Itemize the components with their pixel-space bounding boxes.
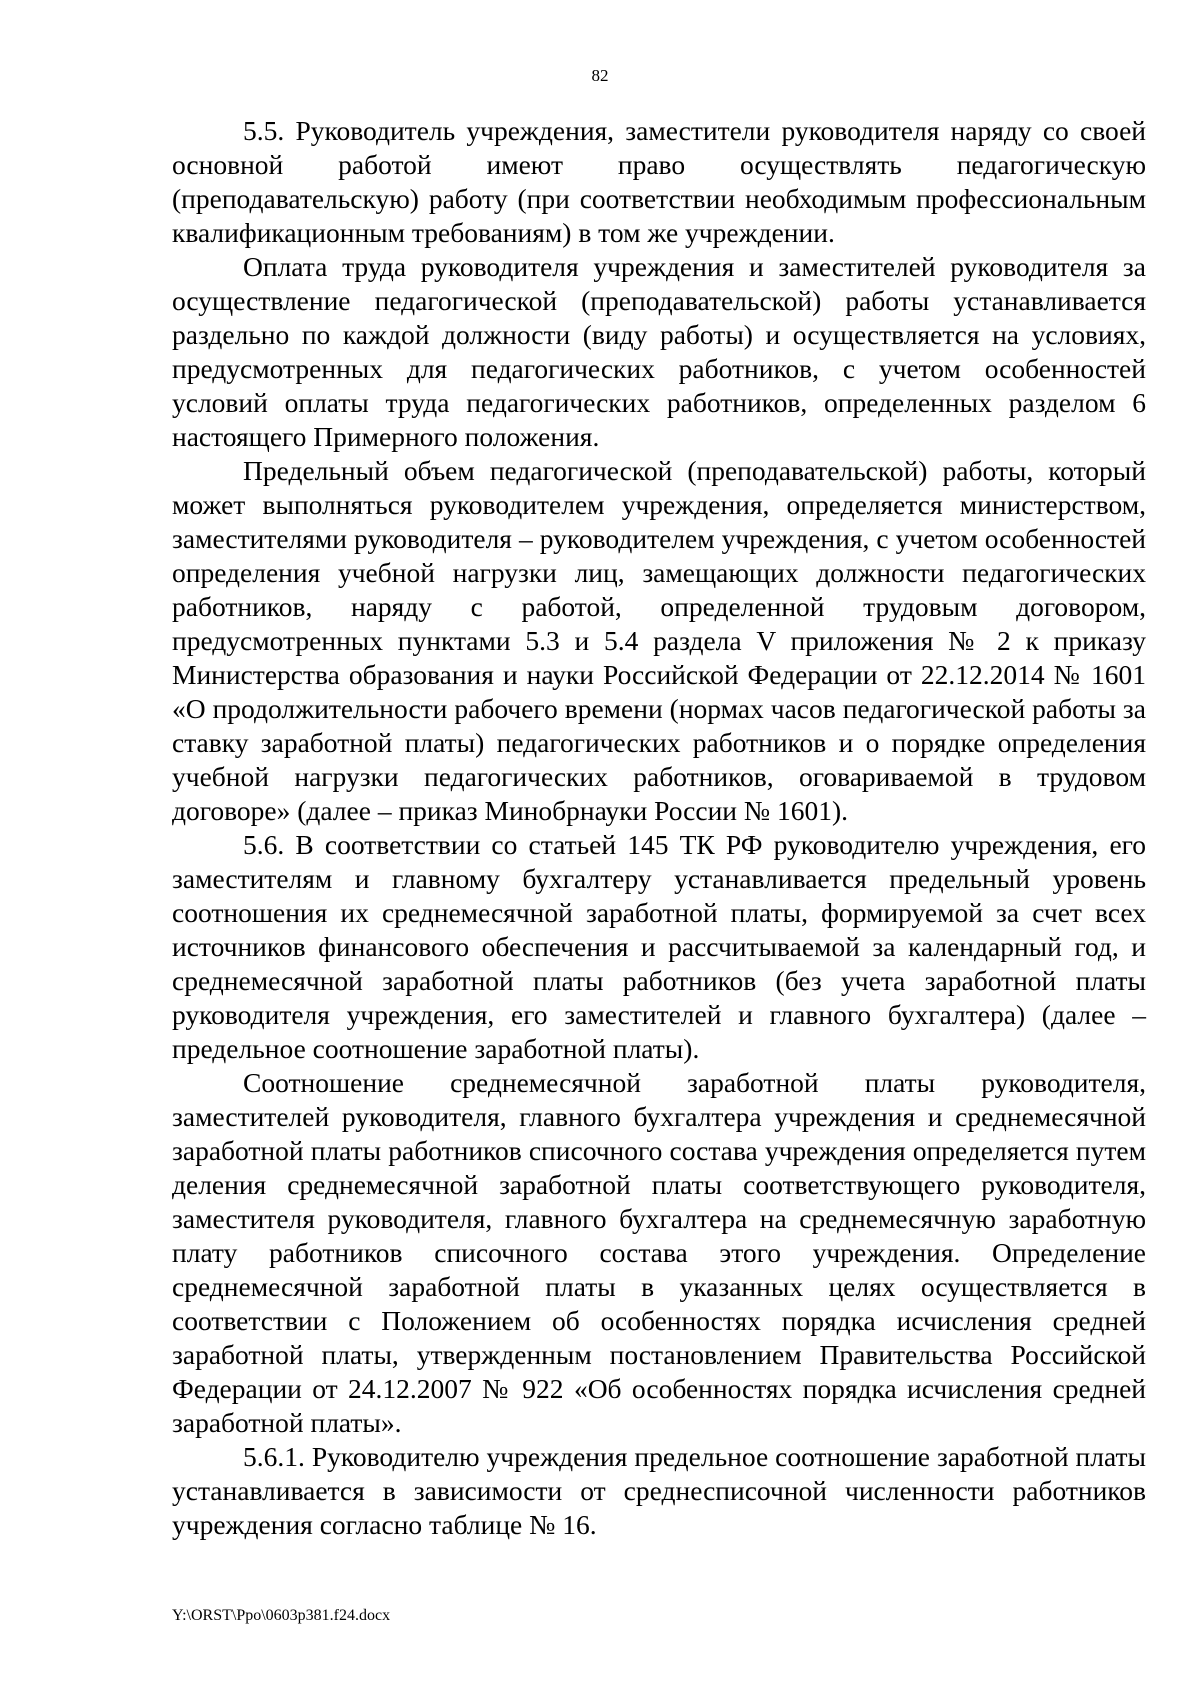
page-number: 82 (591, 66, 609, 85)
paragraph-5-6-1: 5.6.1. Руководителю учреждения предельное соотношение заработной платы устанавливается в зависимости от среднесписочной численности работников учреждения согласно таблице № 16. (172, 1441, 1146, 1540)
paragraph-salary-ratio: Соотношение среднемесячной заработной платы руководителя, заместителей руководителя, главного бухгалтера учреждения и среднемесячной заработной платы работников списочного состава учреждения определяется путем деления среднемесячной заработной платы соответствующего руководителя, заместителя руководителя, главного бухгалтера на среднемесячную заработную плату работников списочного состава этого учреждения. Определение среднемесячной заработной платы в указанных целях осуществляется в соответствии с Положением об особенностях порядка исчисления средней заработной платы, утвержденным постановлением Правительства Российской Федерации от 24.12.2007 № 922 «Об особенностях порядка исчисления средней заработной платы». (172, 1067, 1146, 1438)
paragraph-teaching-limit: Предельный объем педагогической (преподавательской) работы, который может выполняться руководителем учреждения, определяется министерством, заместителями руководителя – руководителем учреждения, с учетом особенностей определения учебной нагрузки лиц, замещающих должности педагогических работников, наряду с работой, определенной трудовым договором, предусмотренных пунктами 5.3 и 5.4 раздела V приложения № 2 к приказу Министерства образования и науки Российской Федерации от 22.12.2014 № 1601 «О продолжительности рабочего времени (нормах часов педагогической работы за ставку заработной платы) педагогических работников и о порядке определения учебной нагрузки педагогических работников, оговариваемой в трудовом договоре» (далее – приказ Минобрнауки России № 1601). (172, 455, 1146, 826)
paragraph-5-5: 5.5. Руководитель учреждения, заместители руководителя наряду со своей основной работой имеют право осуществлять педагогическую (преподавательскую) работу (при соответствии необходимым профессиональным квалификационным требованиям) в том же учреждении. (172, 115, 1146, 248)
paragraph-pay-for-teaching: Оплата труда руководителя учреждения и заместителей руководителя за осуществление педагогической (преподавательской) работы устанавливается раздельно по каждой должности (виду работы) и осуществляется на условиях, предусмотренных для педагогических работников, с учетом особенностей условий оплаты труда педагогических работников, определенных разделом 6 настоящего Примерного положения. (172, 251, 1146, 452)
document-body (172, 114, 1146, 1542)
footer-file-path: Y:\ORST\Ppo\0603p381.f24.docx (172, 1607, 391, 1624)
paragraph-5-6: 5.6. В соответствии со статьей 145 ТК РФ руководителю учреждения, его заместителям и главному бухгалтеру устанавливается предельный уровень соотношения их среднемесячной заработной платы, формируемой за счет всех источников финансового обеспечения и рассчитываемой за календарный год, и среднемесячной заработной платы работников (без учета заработной платы руководителя учреждения, его заместителей и главного бухгалтера) (далее – предельное соотношение заработной платы). (172, 829, 1146, 1064)
